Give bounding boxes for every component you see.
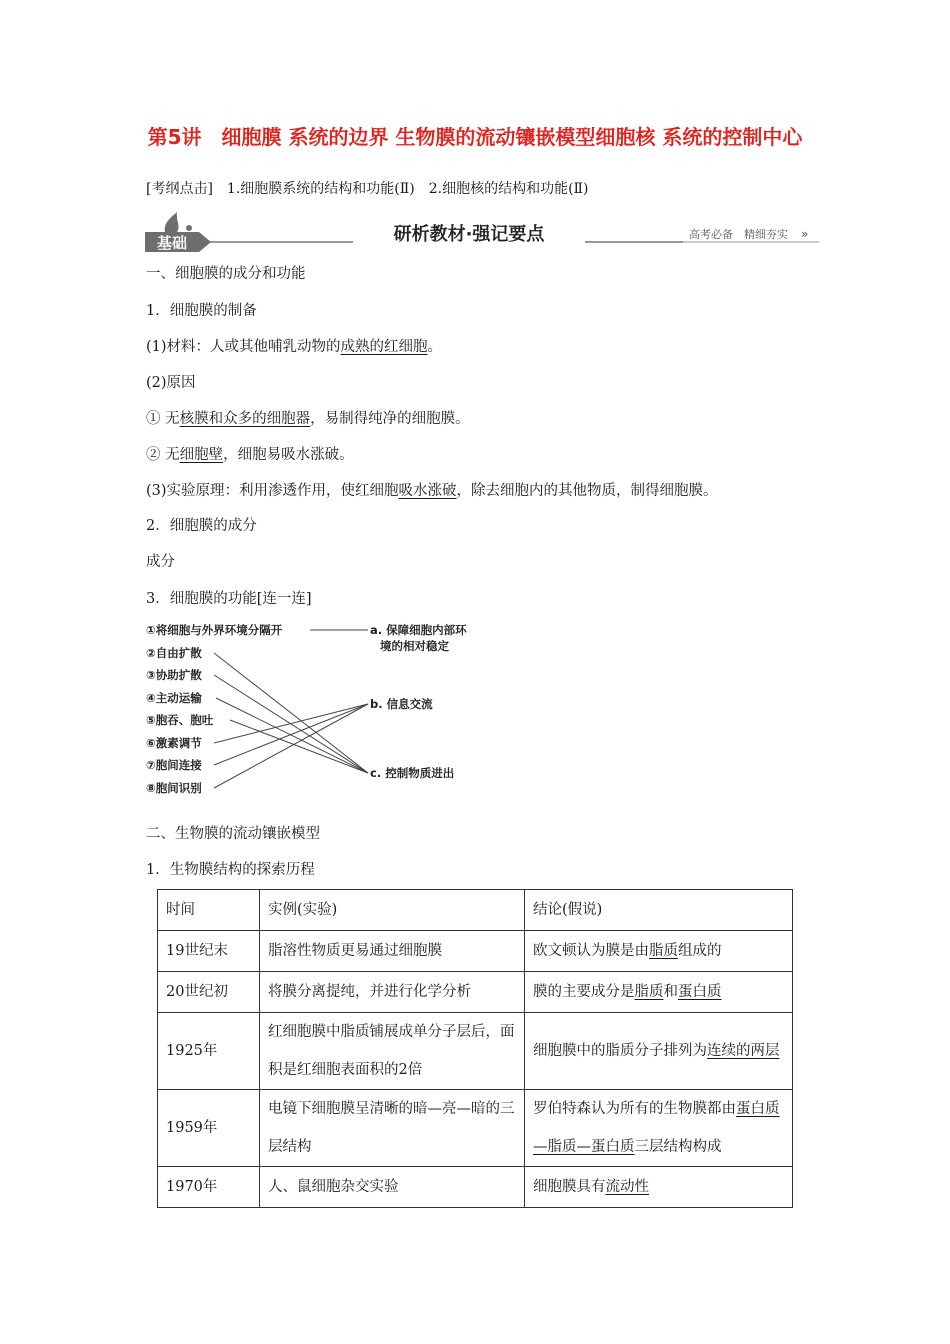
match-left-4: ④主动运输 — [146, 691, 202, 705]
section-banner — [143, 212, 819, 252]
cell-conclusion: 细胞膜具有流动性 — [525, 1167, 793, 1208]
cell-conclusion: 细胞膜中的脂质分子排列为连续的两层 — [525, 1013, 793, 1090]
table-row — [158, 1167, 793, 1208]
match-left-6: ⑥激素调节 — [146, 736, 202, 750]
reason-2: ② 无细胞壁，细胞易吸水涨破。 — [146, 447, 354, 463]
heading-1: 一、细胞膜的成分和功能 — [146, 266, 306, 282]
table-row — [158, 1090, 793, 1167]
match-left-3: ③协助扩散 — [146, 668, 202, 682]
matching-diagram — [146, 620, 486, 800]
cell-example: 红细胞膜中脂质铺展成单分子层后，面积是红细胞表面积的2倍 — [260, 1013, 525, 1090]
table-row — [158, 931, 793, 972]
table-row — [158, 972, 793, 1013]
material-line: (1)材料：人或其他哺乳动物的成熟的红细胞。 — [146, 339, 443, 355]
cell-example: 电镜下细胞膜呈清晰的暗—亮—暗的三层结构 — [260, 1090, 525, 1167]
cell-conclusion: 欧文顿认为膜是由脂质组成的 — [525, 931, 793, 972]
heading-1-2: 2．细胞膜的成分 — [146, 518, 257, 534]
cell-example: 将膜分离提纯，并进行化学分析 — [260, 972, 525, 1013]
syllabus-points: [考纲点击] 1.细胞膜系统的结构和功能(Ⅱ) 2.细胞核的结构和功能(Ⅱ) — [146, 181, 589, 197]
match-right-c: c. 控制物质进出 — [370, 766, 455, 780]
banner-title: 研析教材·强记要点 — [393, 224, 545, 245]
heading-2-1: 1．生物膜结构的探索历程 — [146, 862, 315, 878]
heading-2: 二、生物膜的流动镶嵌模型 — [146, 826, 320, 842]
match-left-1: ①将细胞与外界环境分隔开 — [146, 623, 283, 637]
match-left-7: ⑦胞间连接 — [146, 758, 202, 772]
heading-1-3: 3．细胞膜的功能[连一连] — [146, 591, 312, 607]
principle-line: (3)实验原理：利用渗透作用，使红细胞吸水涨破，除去细胞内的其他物质，制得细胞膜。 — [146, 483, 718, 499]
cell-example: 脂溶性物质更易通过细胞膜 — [260, 931, 525, 972]
cell-time: 19世纪末 — [158, 931, 260, 972]
cell-time: 1959年 — [158, 1090, 260, 1167]
banner-right-text: 高考必备 精细夯实 — [689, 228, 788, 241]
reason-1: ① 无核膜和众多的细胞器，易制得纯净的细胞膜。 — [146, 411, 470, 427]
double-chevron-icon: » — [801, 227, 809, 241]
match-right-a-cont: 境的相对稳定 — [380, 639, 449, 653]
match-left-8: ⑧胞间识别 — [146, 781, 202, 795]
cell-time: 1925年 — [158, 1013, 260, 1090]
cell-conclusion: 膜的主要成分是脂质和蛋白质 — [525, 972, 793, 1013]
table-header-row — [158, 890, 793, 931]
cell-conclusion: 罗伯特森认为所有的生物膜都由蛋白质—脂质—蛋白质三层结构构成 — [525, 1090, 793, 1167]
match-lines — [214, 630, 368, 788]
header-example: 实例(实验) — [260, 890, 525, 931]
match-right-b: b. 信息交流 — [370, 697, 433, 711]
banner-graphic — [143, 212, 819, 252]
cell-time: 20世纪初 — [158, 972, 260, 1013]
cell-time: 1970年 — [158, 1167, 260, 1208]
exploration-history-table — [157, 889, 793, 1208]
match-left-5: ⑤胞吞、胞吐 — [146, 713, 214, 727]
header-time: 时间 — [158, 890, 260, 931]
heading-1-1: 1．细胞膜的制备 — [146, 303, 257, 319]
table-row — [158, 1013, 793, 1090]
composition-label: 成分 — [146, 554, 175, 570]
cell-example: 人、鼠细胞杂交实验 — [260, 1167, 525, 1208]
banner-badge: 基础 — [157, 234, 188, 252]
match-left-2: ②自由扩散 — [146, 646, 202, 660]
page-title: 第5讲 细胞膜 系统的边界 生物膜的流动镶嵌模型细胞核 系统的控制中心 — [147, 125, 803, 149]
reason-heading: (2)原因 — [146, 375, 196, 391]
match-right-a: a. 保障细胞内部环 — [370, 623, 467, 637]
header-conclusion: 结论(假说) — [525, 890, 793, 931]
